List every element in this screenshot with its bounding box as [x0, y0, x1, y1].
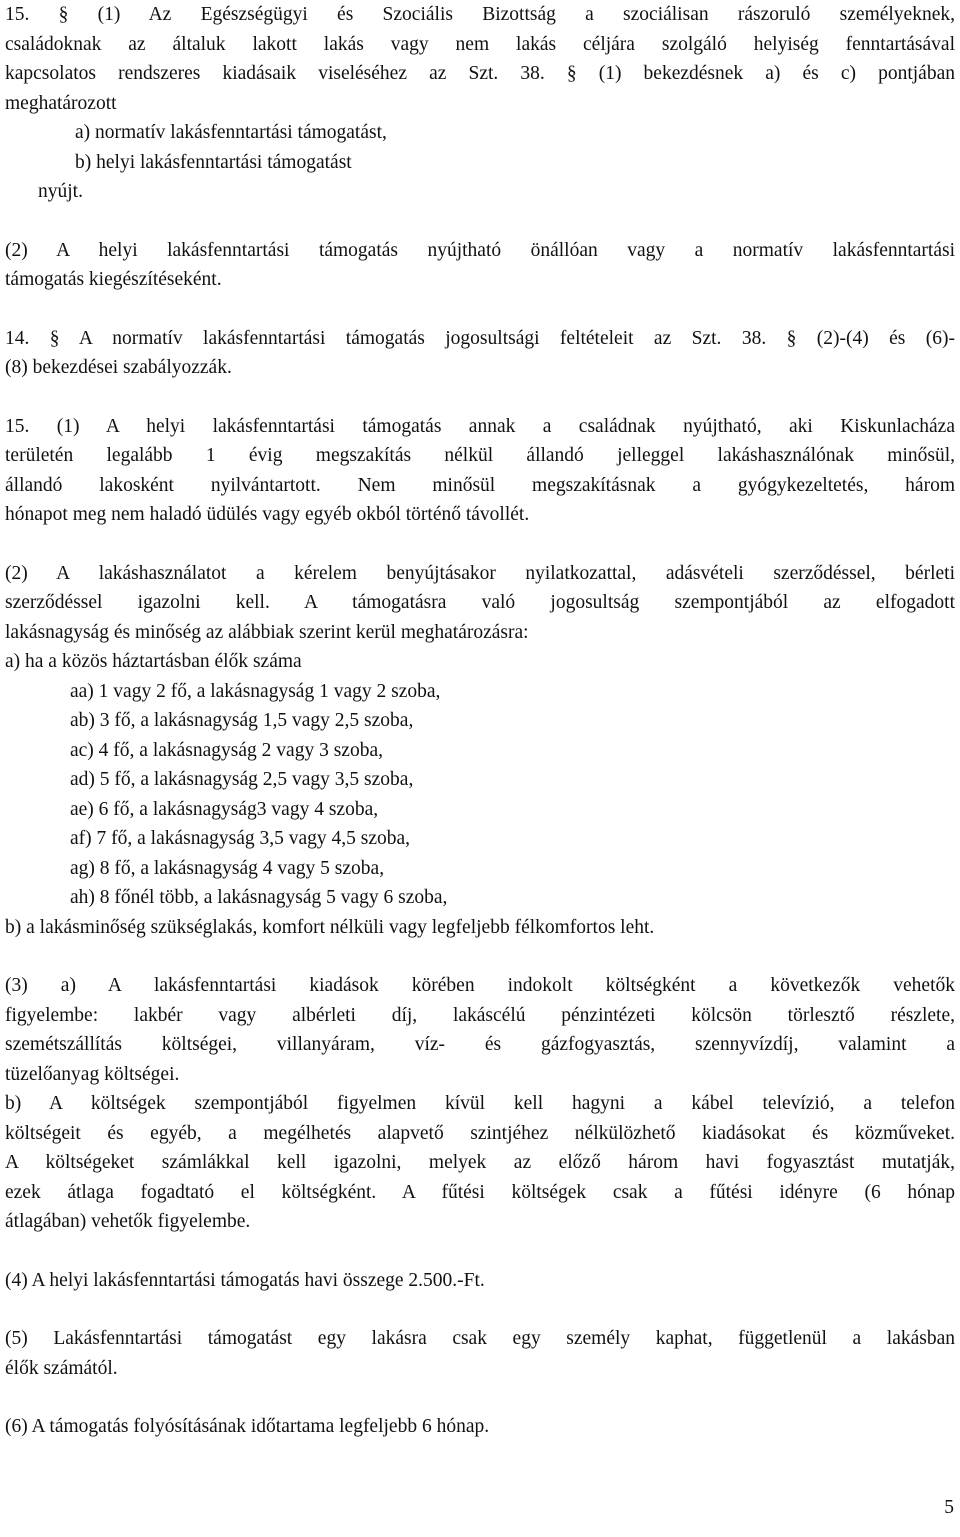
list-item: ae) 6 fő, a lakásnagyság3 vagy 4 szoba,: [70, 798, 379, 820]
paragraph-line: családoknak az általuk lakott lakás vagy nem lakás céljára szolgáló helyiség fenntartásával: [5, 33, 955, 55]
paragraph-line: (8) bekezdései szabályozzák.: [5, 357, 232, 378]
list-item: aa) 1 vagy 2 fő, a lakásnagyság 1 vagy 2 szoba,: [70, 680, 441, 702]
paragraph-line: támogatás kiegészítéseként.: [5, 269, 222, 290]
paragraph-line: A költségeket számlákkal kell igazolni, melyek az előző három havi fogyasztást mutatják,: [5, 1152, 955, 1173]
paragraph-line: 14. § A normatív lakásfenntartási támogatás jogosultsági feltételeit az Szt. 38. § (2)-(4) és (6)-: [5, 327, 955, 349]
list-item: ac) 4 fő, a lakásnagyság 2 vagy 3 szoba,: [70, 739, 383, 761]
list-item: af) 7 fő, a lakásnagyság 3,5 vagy 4,5 szoba,: [70, 828, 411, 849]
list-item: b) helyi lakásfenntartási támogatást: [75, 151, 352, 173]
paragraph-line: tüzelőanyag költségei.: [5, 1063, 180, 1085]
document-page: [5, 0, 955, 1442]
paragraph-line: (5) Lakásfenntartási támogatást egy lakásra csak egy személy kaphat, függetlenül a lakásban: [5, 1328, 955, 1349]
paragraph-line: állandó lakosként nyilvántartott. Nem minősül megszakításnak a gyógykezeltetés, három: [5, 474, 955, 496]
paragraph-line: (3) a) A lakásfenntartási kiadások körében indokolt költségként a következők vehetők: [5, 975, 955, 996]
paragraph-line: meghatározott: [5, 92, 117, 114]
paragraph-line: költségeit és egyéb, a megélhetés alapvető szintjéhez nélkülözhető kiadásokat és közműveket.: [5, 1122, 955, 1144]
paragraph-line: nyújt.: [38, 181, 83, 202]
paragraph-line: szemétszállítás költségei, villanyáram, víz- és gázfogyasztás, szennyvízdíj, valamint a: [5, 1034, 955, 1055]
paragraph-line: kapcsolatos rendszeres kiadásaik viseléséhez az Szt. 38. § (1) bekezdésnek a) és c) pontjában: [5, 63, 955, 84]
paragraph-line: b) A költségek szempontjából figyelmen kívül kell hagyni a kábel televízió, a telefon: [5, 1093, 955, 1114]
section-15: [5, 412, 955, 1442]
paragraph-line: élők számától.: [5, 1357, 118, 1379]
list-item: ah) 8 főnél több, a lakásnagyság 5 vagy 6 szoba,: [70, 887, 448, 908]
paragraph-line: hónapot meg nem haladó üdülés vagy egyéb okból történő távollét.: [5, 504, 530, 525]
household-size-list: [5, 677, 955, 913]
list-item: ag) 8 fő, a lakásnagyság 4 vagy 5 szoba,: [70, 857, 385, 879]
paragraph-line: (2) A helyi lakásfenntartási támogatás nyújtható önállóan vagy a normatív lakásfenntartási: [5, 239, 955, 261]
paragraph-line: területén legalább 1 évig megszakítás nélkül állandó jelleggel lakáshasználónak minősül,: [5, 445, 955, 466]
section-15-top: [5, 0, 955, 295]
paragraph-line: 15. § (1) Az Egészségügyi és Szociális Bizottság a szociálisan rászoruló személyeknek,: [5, 4, 955, 25]
paragraph-line: b) a lakásminőség szükséglakás, komfort nélküli vagy legfeljebb félkomfortos leht.: [5, 916, 655, 938]
paragraph-line: a) ha a közös háztartásban élők száma: [5, 651, 302, 672]
list-item: ab) 3 fő, a lakásnagyság 1,5 vagy 2,5 szoba,: [70, 710, 414, 731]
paragraph-line: ezek átlaga fogadtató el költségként. A fűtési költségek csak a fűtési idényre (6 hónap: [5, 1181, 955, 1203]
paragraph-line: figyelembe: lakbér vagy albérleti díj, lakáscélú pénzintézeti kölcsön törlesztő részlete,: [5, 1004, 955, 1026]
paragraph-line: (4) A helyi lakásfenntartási támogatás havi összege 2.500.-Ft.: [5, 1269, 485, 1291]
paragraph-line: átlagában) vehetők figyelembe.: [5, 1211, 251, 1232]
section-14: [5, 324, 955, 383]
paragraph-line: szerződéssel igazolni kell. A támogatásra való jogosultság szempontjából az elfogadott: [5, 592, 955, 613]
page-number: 5: [944, 1497, 954, 1518]
list-item: ad) 5 fő, a lakásnagyság 2,5 vagy 3,5 szoba,: [70, 769, 414, 790]
paragraph-line: lakásnagyság és minőség az alábbiak szerint kerül meghatározásra:: [5, 621, 529, 643]
list-item: a) normatív lakásfenntartási támogatást,: [75, 122, 387, 143]
paragraph-line: 15. (1) A helyi lakásfenntartási támogatás annak a családnak nyújtható, aki Kiskunlacháza: [5, 415, 955, 437]
paragraph-line: (2) A lakáshasználatot a kérelem benyújtásakor nyilatkozattal, adásvételi szerződéssel, bérleti: [5, 562, 955, 584]
paragraph-line: (6) A támogatás folyósításának időtartama legfeljebb 6 hónap.: [5, 1416, 490, 1437]
